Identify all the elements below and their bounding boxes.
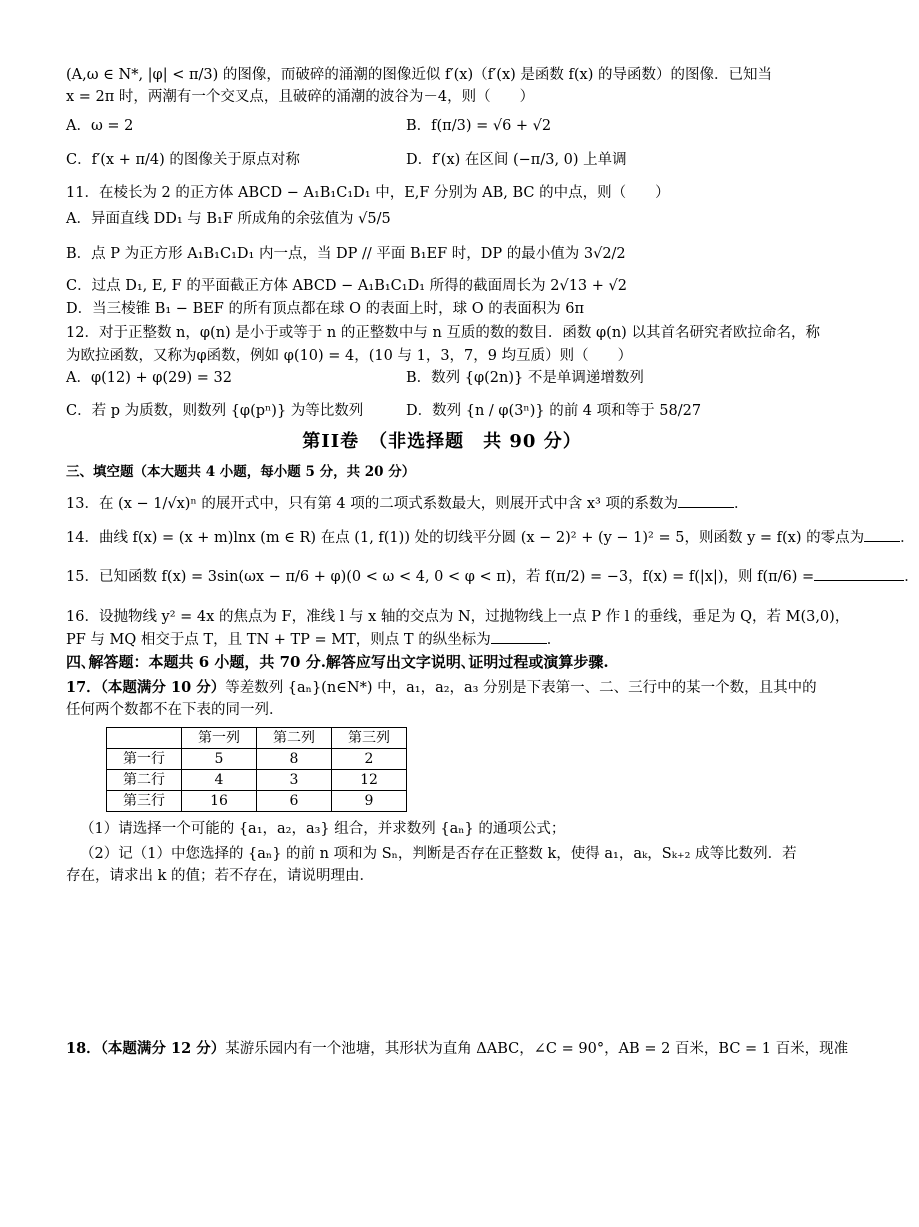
q12-option-a: A．φ(12) + φ(29) = 32	[66, 370, 232, 387]
q11-option-d: D．当三棱锥 B₁ − BEF 的所有顶点都在球 O 的表面上时，球 O 的表面积为 6π	[66, 300, 585, 317]
question-11	[66, 182, 818, 320]
q18-stem: 某游乐园内有一个池塘，其形状为直角 ΔABC，∠C = 90°，AB = 2 百米，BC = 1 百米，现准	[225, 1040, 849, 1057]
question-17	[66, 677, 818, 888]
q12-option-c: C．若 p 为质数，则数列 {φ(pⁿ)} 为等比数列	[66, 402, 364, 419]
table-header-row	[107, 728, 407, 749]
table-cell: 6	[257, 791, 332, 812]
q17-part-2-line-1: （2）记（1）中您选择的 {aₙ} 的前 n 项和为 Sₙ，判断是否存在正整数 k，使得 a₁，aₖ，Sₖ₊₂ 成等比数列．若	[80, 845, 797, 862]
q11-option-b: B．点 P 为正方形 A₁B₁C₁D₁ 内一点，当 DP // 平面 B₁EF 时，DP 的最小值为 3√2/2	[66, 245, 626, 262]
question-14	[66, 527, 915, 549]
q17-table	[106, 727, 407, 812]
q11-option-a: A．异面直线 DD₁ 与 B₁F 所成角的余弦值为 √5/5	[66, 211, 391, 228]
q16-line-1: 16．设抛物线 y² = 4x 的焦点为 F，准线 l 与 x 轴的交点为 N，过抛物线上一点 P 作 l 的垂线，垂足为 Q，若 M(3,0)，	[66, 609, 850, 626]
q11-option-c: C．过点 D₁, E, F 的平面截正方体 ABCD − A₁B₁C₁D₁ 所得的截面周长为 2√13 + √2	[66, 278, 627, 295]
table-cell: 第二行	[107, 770, 182, 791]
table-row	[107, 749, 407, 770]
q10-line-1: (A,ω ∈ N*, |φ| < π/3) 的图像，而破碎的涌潮的图像近似 f′(x)（f′(x) 是函数 f(x) 的导函数）的图像．已知当	[66, 67, 772, 83]
table-cell: 12	[332, 770, 407, 791]
table-row	[107, 770, 407, 791]
table-cell: 9	[332, 791, 407, 812]
table-cell: 第三行	[107, 791, 182, 812]
q10-option-d: D．f′(x) 在区间 (−π/3, 0) 上单调	[406, 152, 627, 169]
section-3-heading: 三、填空题（本大题共 4 小题，每小题 5 分，共 20 分）	[66, 463, 416, 480]
q12-stem-2: 为欧拉函数，又称为φ函数，例如 φ(10) = 4，(10 与 1，3，7，9 均互质）则（ ）	[66, 347, 633, 364]
table-cell: 3	[257, 770, 332, 791]
question-18	[66, 1038, 849, 1060]
question-15	[66, 566, 919, 588]
q17-part-2-line-2: 存在，请求出 k 的值；若不存在，请说明理由．	[66, 868, 375, 885]
volume-2-title: 第II卷 （非选择题 共 90 分）	[302, 431, 582, 453]
q12-option-d: D．数列 {n / φ(3ⁿ)} 的前 4 项和等于 58/27	[406, 402, 702, 419]
q10-option-b: B．f(π/3) = √6 + √2	[406, 117, 552, 134]
question-12	[66, 322, 818, 422]
q12-option-b: B．数列 {φ(2n)} 不是单调递增数列	[406, 370, 644, 387]
q13-answer-blank	[678, 493, 734, 508]
table-header-cell	[107, 728, 182, 749]
table-header-cell: 第三列	[332, 728, 407, 749]
q17-stem-text: 等差数列 {aₙ}(n∈N*) 中，a₁，a₂，a₃ 分别是下表第一、二、三行中的某一个数，且其中的	[225, 679, 817, 696]
q14-answer-blank	[864, 527, 900, 542]
q15-answer-blank	[814, 566, 904, 581]
q11-stem: 11．在棱长为 2 的正方体 ABCD − A₁B₁C₁D₁ 中，E,F 分别为 AB, BC 的中点，则（ ）	[66, 184, 670, 201]
table-row	[107, 791, 407, 812]
q12-stem-1: 12．对于正整数 n，φ(n) 是小于或等于 n 的正整数中与 n 互质的数的数目．函数 φ(n) 以其首名研究者欧拉命名，称	[66, 325, 820, 342]
table-cell: 8	[257, 749, 332, 770]
table-cell: 16	[182, 791, 257, 812]
q16-answer-blank	[491, 629, 547, 644]
section-4-heading: 四､解答题：本题共 6 小题，共 70 分.解答应写出文字说明､证明过程或演算步骤.	[66, 653, 609, 672]
q17-part-1: （1）请选择一个可能的 {a₁，a₂，a₃} 组合，并求数列 {aₙ} 的通项公式；	[80, 821, 566, 838]
q10-option-a: A．ω = 2	[66, 117, 134, 134]
q15-text: 15．已知函数 f(x) = 3sin(ωx − π/6 + φ)(0 < ω < 4, 0 < φ < π)，若 f(π/2) = −3，f(x) = f(|x|)，则 f(π/6) =	[66, 568, 815, 585]
q16-text: PF 与 MQ 相交于点 T，且 TN + TP = MT，则点 T 的纵坐标为	[66, 631, 491, 648]
q10-option-c: C．f′(x + π/4) 的图像关于原点对称	[66, 152, 300, 169]
q15-end: ．	[904, 568, 919, 585]
q10-line-2: x = 2π 时，两潮有一个交叉点，且破碎的涌潮的波谷为－4，则（ ）	[66, 89, 535, 106]
question-13	[66, 493, 818, 515]
section-3	[66, 462, 919, 651]
table-cell: 第一行	[107, 749, 182, 770]
table-header-cell: 第二列	[257, 728, 332, 749]
q14-text: 14．曲线 f(x) = (x + m)lnx (m ∈ R) 在点 (1, f(1)) 处的切线平分圆 (x − 2)² + (y − 1)² = 5，则函数 y = f(x) 的零点为	[66, 530, 865, 547]
q16-end: ．	[546, 631, 562, 648]
q16-line-2	[66, 629, 818, 651]
q18-label: 18．（本题满分 12 分）	[66, 1039, 226, 1057]
answer-space	[66, 888, 818, 1038]
exam-page	[66, 62, 919, 1060]
q17-stem-1	[66, 677, 818, 699]
table-cell: 5	[182, 749, 257, 770]
q13-text: 13．在 (x − 1/√x)ⁿ 的展开式中，只有第 4 项的二项式系数最大，则展开式中含 x³ 项的系数为	[66, 495, 678, 512]
q17-label: 17．（本题满分 10 分）	[66, 678, 226, 696]
table-cell: 2	[332, 749, 407, 770]
question-10-continuation	[66, 64, 818, 172]
table-header-cell: 第一列	[182, 728, 257, 749]
q13-end: ．	[733, 495, 749, 512]
q17-stem-2: 任何两个数都不在下表的同一列．	[66, 701, 284, 718]
table-cell: 4	[182, 770, 257, 791]
q14-end: ．	[900, 530, 915, 547]
